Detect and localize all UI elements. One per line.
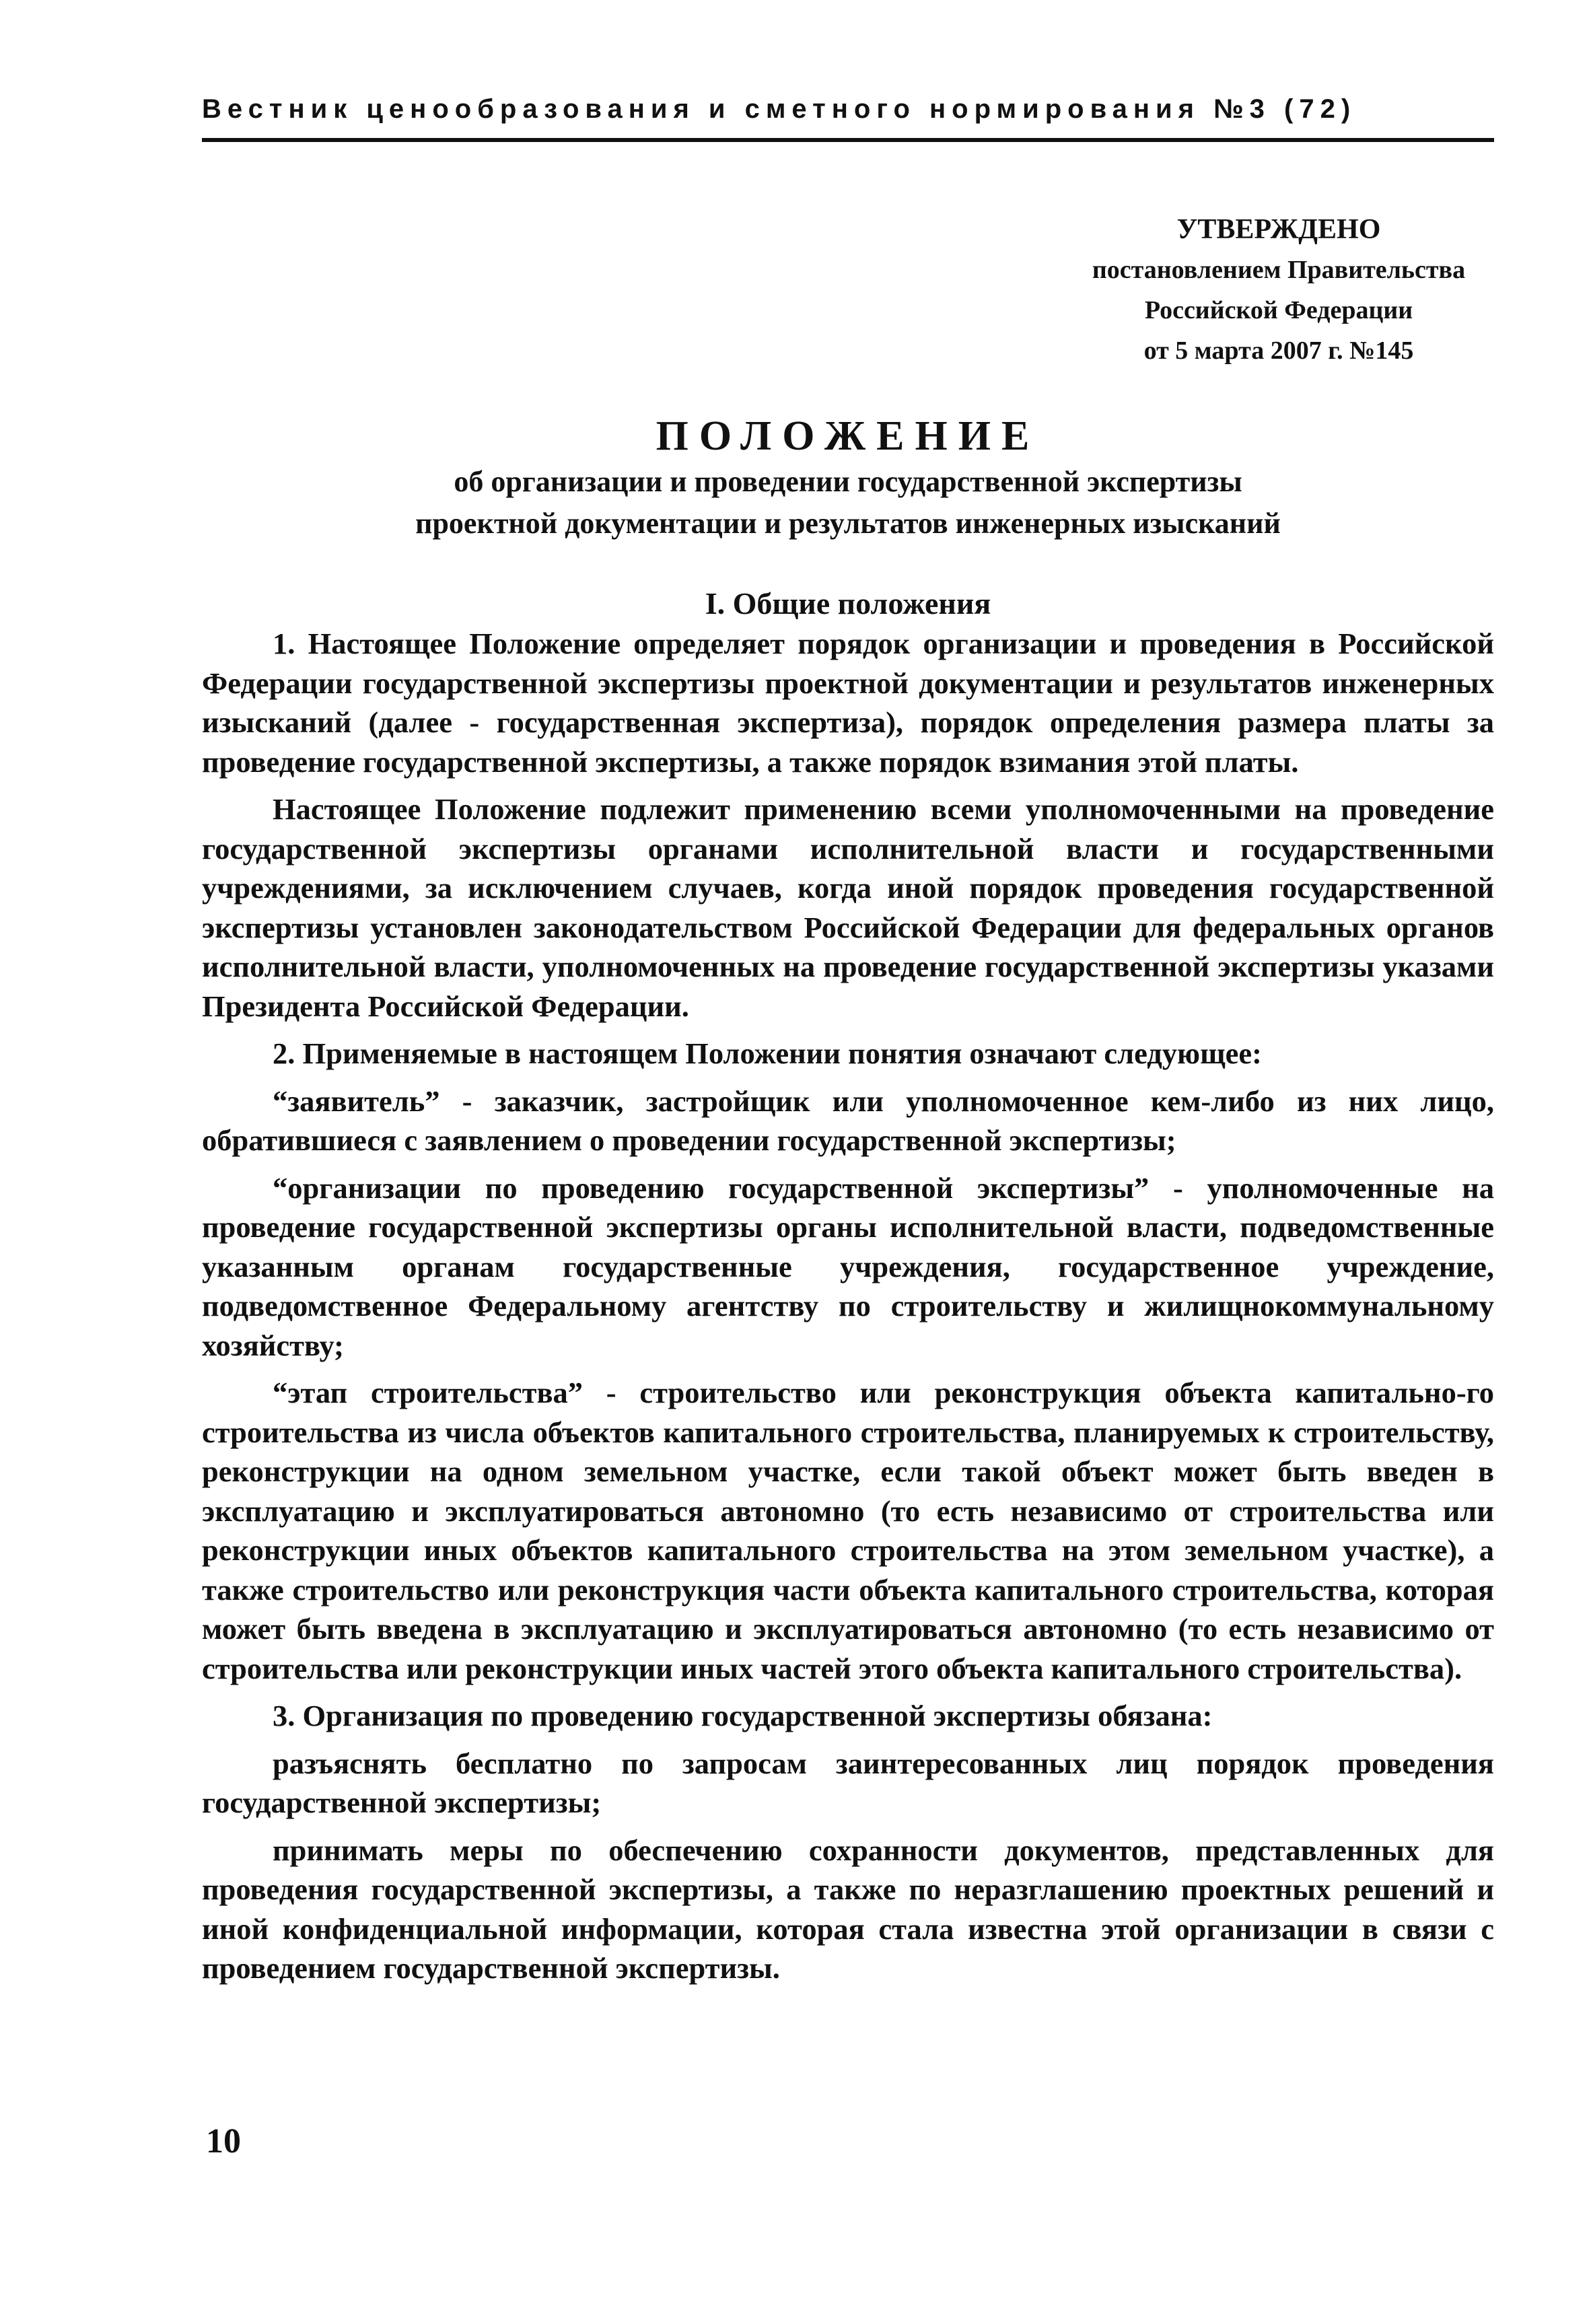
approval-title: УТВЕРЖДЕНО bbox=[1176, 214, 1381, 245]
paragraph-1: 1. Настоящее Положение определяет порядок организации и проведения в Российской Федерации государственной экспертизы проектной документации и результатов инженерных изысканий (далее - государственная экспертиза), порядок определения размера платы за проведение государственной экспертизы, а также порядок взимания этой платы. bbox=[202, 627, 1494, 779]
running-header: Вестник ценообразования и сметного нормирования №3 (72) bbox=[202, 94, 1494, 142]
paragraph-2: Настоящее Положение подлежит применению всеми уполномоченными на проведение государственной экспертизы органами исполнительной власти и государственными учреждениями, за исключением случаев, когда иной порядок проведения государственной экспертизы установлен законодательством Российской Федерации для федеральных органов исполнительной власти, уполномоченных на проведение государственной экспертизы указами Президента Российской Федерации. bbox=[202, 792, 1494, 1023]
paragraph-7: 3. Организация по проведению государственной экспертизы обязана: bbox=[273, 1699, 1213, 1732]
document-page bbox=[202, 94, 1494, 1996]
document-subtitle-line-1: об организации и проведении государственной экспертизы bbox=[454, 465, 1242, 498]
paragraph-3: 2. Применяемые в настоящем Положении понятия означают следующее: bbox=[273, 1036, 1262, 1070]
approval-line-2: Российской Федерации bbox=[1144, 296, 1413, 324]
paragraph-5: “организации по проведению государственной экспертизы” - уполномоченные на проведение государственной экспертизы органы исполнительной власти, подведомственные указанным органам государственные учреждения, государственное учреждение, подведомственное Федеральному агентству по строительству и жилищнокоммунальному хозяйству; bbox=[202, 1170, 1494, 1362]
body-text bbox=[202, 624, 1494, 1988]
section-heading: I. Общие положения bbox=[705, 586, 991, 621]
paragraph-4: “заявитель” - заказчик, застройщик или уполномоченное кем-либо из них лицо, обратившиеся с заявлением о проведении государственной экспертизы; bbox=[202, 1084, 1494, 1157]
paragraph-6: “этап строительства” - строительство или реконструкция объекта капитально-го строительства из числа объектов капитального строительства, планируемых к строительству, реконструкции на одном земельном участке, если такой объект может быть введен в эксплуатацию и эксплуатироваться автономно (то есть независимо от строительства или реконструкции иных объектов капитального строительства на этом земельном участке), а также строительство или реконструкция части объекта капитального строительства, которая может быть введена в эксплуатацию и эксплуатироваться автономно (то есть независимо от строительства или реконструкции иных частей этого объекта капитального строительства). bbox=[202, 1376, 1494, 1685]
page-number: 10 bbox=[206, 2122, 241, 2160]
document-title: ПОЛОЖЕНИЕ bbox=[656, 413, 1040, 459]
approval-stamp bbox=[1070, 209, 1487, 371]
approval-line-3: от 5 марта 2007 г. №145 bbox=[1143, 337, 1414, 365]
document-subtitle-line-2: проектной документации и результатов инженерных изысканий bbox=[415, 507, 1281, 540]
paragraph-8: разъяснять бесплатно по запросам заинтересованных лиц порядок проведения государственной экспертизы; bbox=[202, 1746, 1494, 1819]
approval-line-1: постановлением Правительства bbox=[1092, 256, 1466, 284]
paragraph-9: принимать меры по обеспечению сохранности документов, представленных для проведения государственной экспертизы, а также по неразглашению проектных решений и иной конфиденциальной информации, которая стала известна этой организации в связи с проведением государственной экспертизы. bbox=[202, 1833, 1494, 1985]
